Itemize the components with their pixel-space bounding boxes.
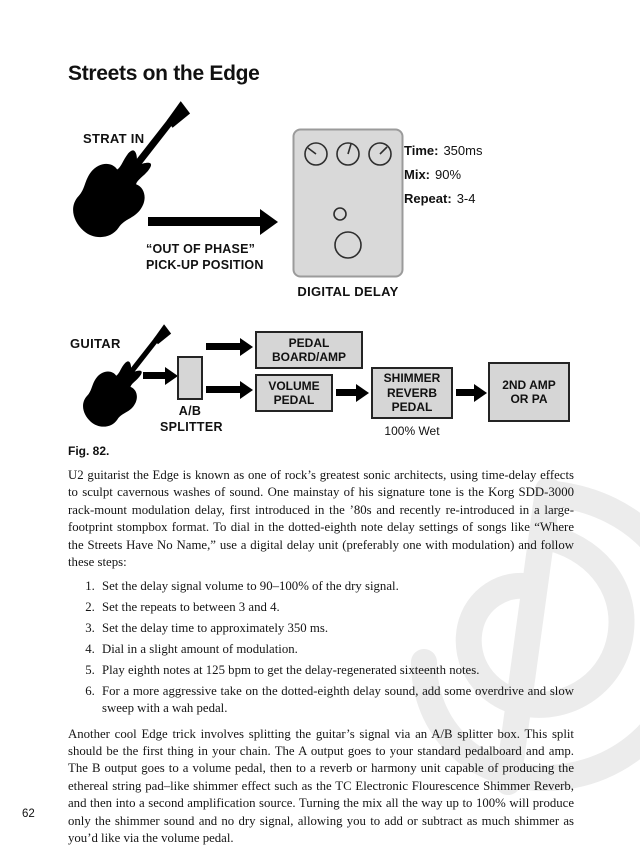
ab-splitter-label: A/B SPLITTER [160, 404, 223, 434]
list-item: 4. Dial in a slight amount of modulation. [98, 641, 574, 658]
setting-repeat-name: Repeat: [404, 191, 452, 206]
strat-in-label: STRAT IN [83, 131, 145, 146]
paragraph-2: Another cool Edge trick involves splitting the guitar’s signal via an A/B splitter box. This split should be the first thing in your chain. The A output goes to your standard pedalboard and amp. The B output goes to a volume pedal, then to a reverb or harmony unit capable of producing the ethereal string pad–like shimmer effect such as the TC Electronic Flourescence Shimmer Reverb, and then into a second amplification source. Turning the mix all the way up to 100% will produce only the shimmer sound and no dry signal, allowing you to add or subtract as much shimmer as you’d like via the volume pedal. [68, 726, 574, 845]
pickup-position-caption [146, 241, 264, 274]
digital-delay-label: DIGITAL DELAY [297, 284, 399, 299]
guitar-silhouette-icon [49, 82, 212, 263]
figure-caption: Fig. 82. [68, 444, 110, 458]
setting-repeat-value: 3-4 [456, 191, 476, 206]
setting-mix-name: Mix: [404, 167, 430, 182]
list-item: 5. Play eighth notes at 125 bpm to get the delay-regenerated sixteenth notes. [98, 662, 574, 679]
signal-arrow-splitter-to-volume [206, 386, 240, 393]
body-text-block [68, 444, 574, 853]
pickup-caption-line1: “OUT OF PHASE” [146, 242, 256, 256]
signal-arrow-volume-to-shimmer [336, 389, 356, 396]
list-item: 2. Set the repeats to between 3 and 4. [98, 599, 574, 616]
ab-splitter-box [177, 356, 203, 400]
page-number: 62 [22, 808, 35, 820]
shimmer-wet-note: 100% Wet [384, 424, 440, 438]
signal-arrow-guitar-to-delay [148, 217, 260, 226]
pickup-caption-line2: PICK-UP POSITION [146, 258, 264, 273]
setting-time [404, 139, 482, 163]
delay-settings [404, 139, 482, 211]
delay-steps-list [98, 578, 574, 717]
signal-arrow-shimmer-to-amp [456, 389, 474, 396]
second-amp-box: 2ND AMP OR PA [488, 362, 570, 422]
guitar-label: GUITAR [70, 336, 121, 351]
shimmer-reverb-pedal-box: SHIMMER REVERB PEDAL [371, 367, 453, 419]
setting-time-name: Time: [404, 143, 439, 158]
setting-mix [404, 163, 482, 187]
setting-mix-value: 90% [435, 167, 462, 182]
list-item: 6. For a more aggressive take on the dotted-eighth delay sound, add some overdrive and slow sweep with a wah pedal. [98, 683, 574, 718]
setting-time-value: 350ms [443, 143, 483, 158]
setting-repeat [404, 187, 482, 211]
page-title: Streets on the Edge [68, 62, 260, 85]
signal-arrow-splitter-to-pedalboard [206, 343, 240, 350]
pedal-board-amp-box: PEDAL BOARD/AMP [255, 331, 363, 369]
digital-delay-pedal-icon [292, 128, 404, 283]
list-item: 1. Set the delay signal volume to 90–100% of the dry signal. [98, 578, 574, 595]
list-item: 3. Set the delay time to approximately 350 ms. [98, 620, 574, 637]
volume-pedal-box: VOLUME PEDAL [255, 374, 333, 412]
signal-arrow-guitar-to-splitter [143, 372, 165, 379]
paragraph-1: U2 guitarist the Edge is known as one of rock’s greatest sonic architects, using time-delay effects to sculpt cavernous washes of sound. One mainstay of his signature tone is the Korg SDD-3000 rack-mount modulation delay, first introduced in the ’80s and recently re-introduced in a large-footprint stompbox format. To dial in the dotted-eighth note delay settings of songs like “Where the Streets Have No Name,” use a digital delay unit (preferably one with modulation) and follow these steps: [68, 468, 574, 569]
